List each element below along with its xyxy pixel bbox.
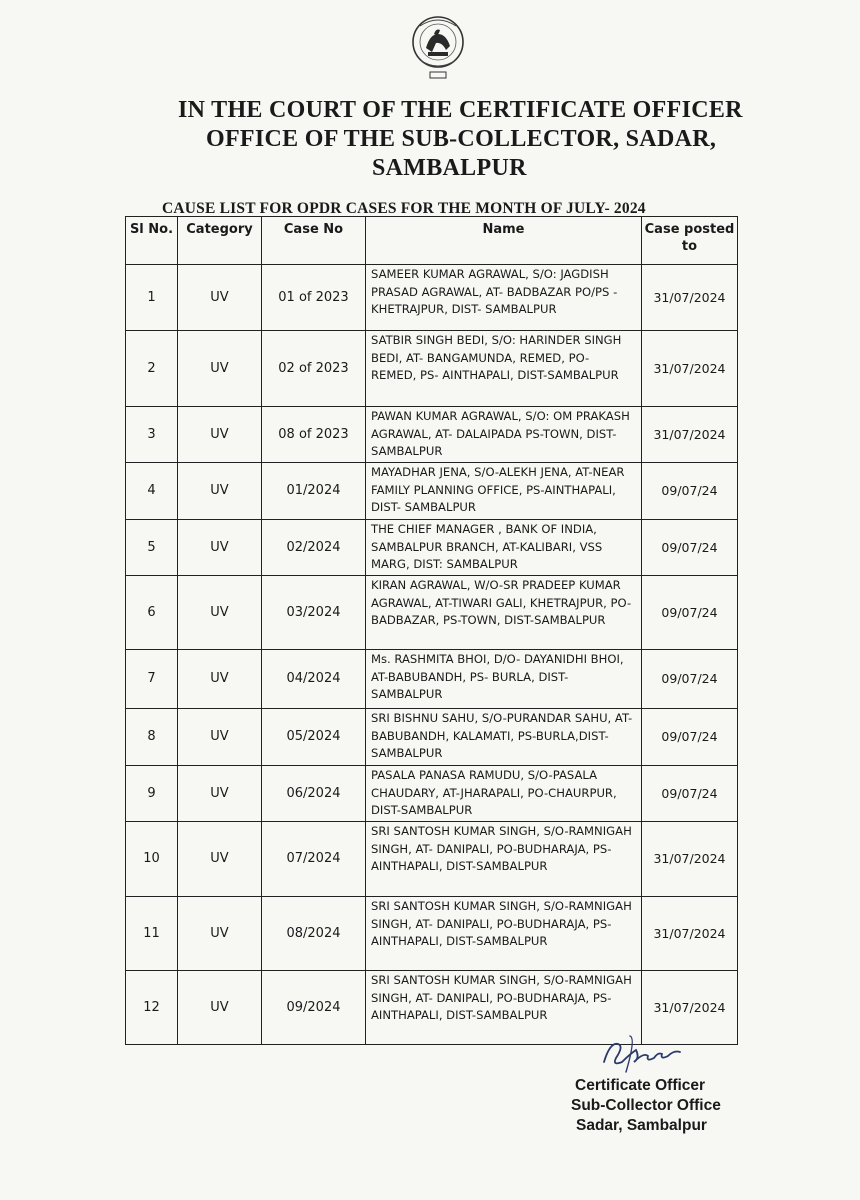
cell-case-no: 03/2024 xyxy=(262,576,366,650)
cell-name: SATBIR SINGH BEDI, S/O: HARINDER SINGH BEDI, AT- BANGAMUNDA, REMED, PO- REMED, PS- AINTHAPALI, DIST-SAMBALPUR xyxy=(366,331,642,407)
cell-case-no: 08/2024 xyxy=(262,897,366,971)
cell-sl: 12 xyxy=(126,971,178,1045)
heading-line-2: OFFICE OF THE SUB-COLLECTOR, SADAR, xyxy=(206,126,717,152)
cell-case-posted: 09/07/24 xyxy=(642,576,738,650)
table-row xyxy=(126,709,738,766)
cell-sl: 5 xyxy=(126,520,178,576)
cell-case-posted: 31/07/2024 xyxy=(642,897,738,971)
header-case-no: Case No xyxy=(262,217,366,265)
table-row xyxy=(126,520,738,576)
signature-title: Certificate Officer xyxy=(575,1077,706,1094)
table-row xyxy=(126,576,738,650)
cell-case-posted: 31/07/2024 xyxy=(642,407,738,463)
cell-name: SRI SANTOSH KUMAR SINGH, S/O-RAMNIGAH SINGH, AT- DANIPALI, PO-BUDHARAJA, PS- AINTHAPALI, DIST-SAMBALPUR xyxy=(366,971,642,1045)
cell-name: Ms. RASHMITA BHOI, D/O- DAYANIDHI BHOI, AT-BABUBANDH, PS- BURLA, DIST-SAMBALPUR xyxy=(366,650,642,709)
cell-case-no: 06/2024 xyxy=(262,766,366,822)
cell-sl: 10 xyxy=(126,822,178,897)
signature-office: Sub-Collector Office xyxy=(571,1097,721,1114)
cell-sl: 1 xyxy=(126,265,178,331)
cell-sl: 11 xyxy=(126,897,178,971)
cell-category: UV xyxy=(178,971,262,1045)
cell-category: UV xyxy=(178,650,262,709)
cell-case-no: 01 of 2023 xyxy=(262,265,366,331)
cell-name: PAWAN KUMAR AGRAWAL, S/O: OM PRAKASH AGRAWAL, AT- DALAIPADA PS-TOWN, DIST- SAMBALPUR xyxy=(366,407,642,463)
cell-case-no: 02 of 2023 xyxy=(262,331,366,407)
cell-sl: 9 xyxy=(126,766,178,822)
cell-sl: 4 xyxy=(126,463,178,520)
cell-sl: 7 xyxy=(126,650,178,709)
cell-case-posted: 09/07/24 xyxy=(642,520,738,576)
cell-sl: 3 xyxy=(126,407,178,463)
cell-name: MAYADHAR JENA, S/O-ALEKH JENA, AT-NEAR FAMILY PLANNING OFFICE, PS-AINTHAPALI, DIST- SAMBALPUR xyxy=(366,463,642,520)
cell-case-posted: 31/07/2024 xyxy=(642,971,738,1045)
cell-name: KIRAN AGRAWAL, W/O-SR PRADEEP KUMAR AGRAWAL, AT-TIWARI GALI, KHETRAJPUR, PO-BADBAZAR, PS-TOWN, DIST-SAMBALPUR xyxy=(366,576,642,650)
table-row xyxy=(126,766,738,822)
header-name: Name xyxy=(366,217,642,265)
header-case-posted: Case posted to xyxy=(642,217,738,265)
cell-name: SAMEER KUMAR AGRAWAL, S/O: JAGDISH PRASAD AGRAWAL, AT- BADBAZAR PO/PS - KHETRAJPUR, DIST- SAMBALPUR xyxy=(366,265,642,331)
cell-category: UV xyxy=(178,265,262,331)
table-row xyxy=(126,331,738,407)
table-row xyxy=(126,407,738,463)
table-row xyxy=(126,463,738,520)
state-emblem-icon xyxy=(406,12,470,84)
cell-sl: 6 xyxy=(126,576,178,650)
cell-case-no: 09/2024 xyxy=(262,971,366,1045)
signature-block xyxy=(571,1076,721,1136)
handwritten-signature-icon xyxy=(596,1032,686,1078)
cell-name: THE CHIEF MANAGER , BANK OF INDIA, SAMBALPUR BRANCH, AT-KALIBARI, VSS MARG, DIST: SAMBALPUR xyxy=(366,520,642,576)
cell-case-posted: 09/07/24 xyxy=(642,709,738,766)
cell-category: UV xyxy=(178,766,262,822)
cell-case-posted: 09/07/24 xyxy=(642,650,738,709)
table-header-row xyxy=(126,217,738,265)
heading-line-1: IN THE COURT OF THE CERTIFICATE OFFICER xyxy=(178,97,743,123)
cell-case-no: 04/2024 xyxy=(262,650,366,709)
cell-category: UV xyxy=(178,709,262,766)
header-category: Category xyxy=(178,217,262,265)
cell-sl: 2 xyxy=(126,331,178,407)
cell-category: UV xyxy=(178,822,262,897)
heading-line-3: SAMBALPUR xyxy=(372,155,527,181)
cell-category: UV xyxy=(178,520,262,576)
cell-case-no: 07/2024 xyxy=(262,822,366,897)
cell-case-posted: 09/07/24 xyxy=(642,766,738,822)
cell-category: UV xyxy=(178,331,262,407)
cell-case-no: 08 of 2023 xyxy=(262,407,366,463)
cell-sl: 8 xyxy=(126,709,178,766)
cell-name: PASALA PANASA RAMUDU, S/O-PASALA CHAUDARY, AT-JHARAPALI, PO-CHAURPUR, DIST-SAMBALPUR xyxy=(366,766,642,822)
cell-case-no: 01/2024 xyxy=(262,463,366,520)
header-sl-no: Sl No. xyxy=(126,217,178,265)
cell-case-no: 02/2024 xyxy=(262,520,366,576)
table-row xyxy=(126,265,738,331)
table-row xyxy=(126,650,738,709)
cause-list-title: CAUSE LIST FOR OPDR CASES FOR THE MONTH OF JULY- 2024 xyxy=(162,200,646,217)
cell-case-posted: 31/07/2024 xyxy=(642,265,738,331)
cause-list-table xyxy=(125,216,738,1045)
cell-name: SRI SANTOSH KUMAR SINGH, S/O-RAMNIGAH SINGH, AT- DANIPALI, PO-BUDHARAJA, PS- AINTHAPALI, DIST-SAMBALPUR xyxy=(366,897,642,971)
cell-category: UV xyxy=(178,897,262,971)
cell-name: SRI SANTOSH KUMAR SINGH, S/O-RAMNIGAH SINGH, AT- DANIPALI, PO-BUDHARAJA, PS- AINTHAPALI, DIST-SAMBALPUR xyxy=(366,822,642,897)
cell-case-posted: 09/07/24 xyxy=(642,463,738,520)
cell-category: UV xyxy=(178,576,262,650)
cell-case-no: 05/2024 xyxy=(262,709,366,766)
cell-category: UV xyxy=(178,463,262,520)
table-row xyxy=(126,822,738,897)
cell-name: SRI BISHNU SAHU, S/O-PURANDAR SAHU, AT-BABUBANDH, KALAMATI, PS-BURLA,DIST- SAMBALPUR xyxy=(366,709,642,766)
cell-case-posted: 31/07/2024 xyxy=(642,822,738,897)
cell-category: UV xyxy=(178,407,262,463)
cell-case-posted: 31/07/2024 xyxy=(642,331,738,407)
signature-location: Sadar, Sambalpur xyxy=(576,1117,707,1134)
table-row xyxy=(126,897,738,971)
